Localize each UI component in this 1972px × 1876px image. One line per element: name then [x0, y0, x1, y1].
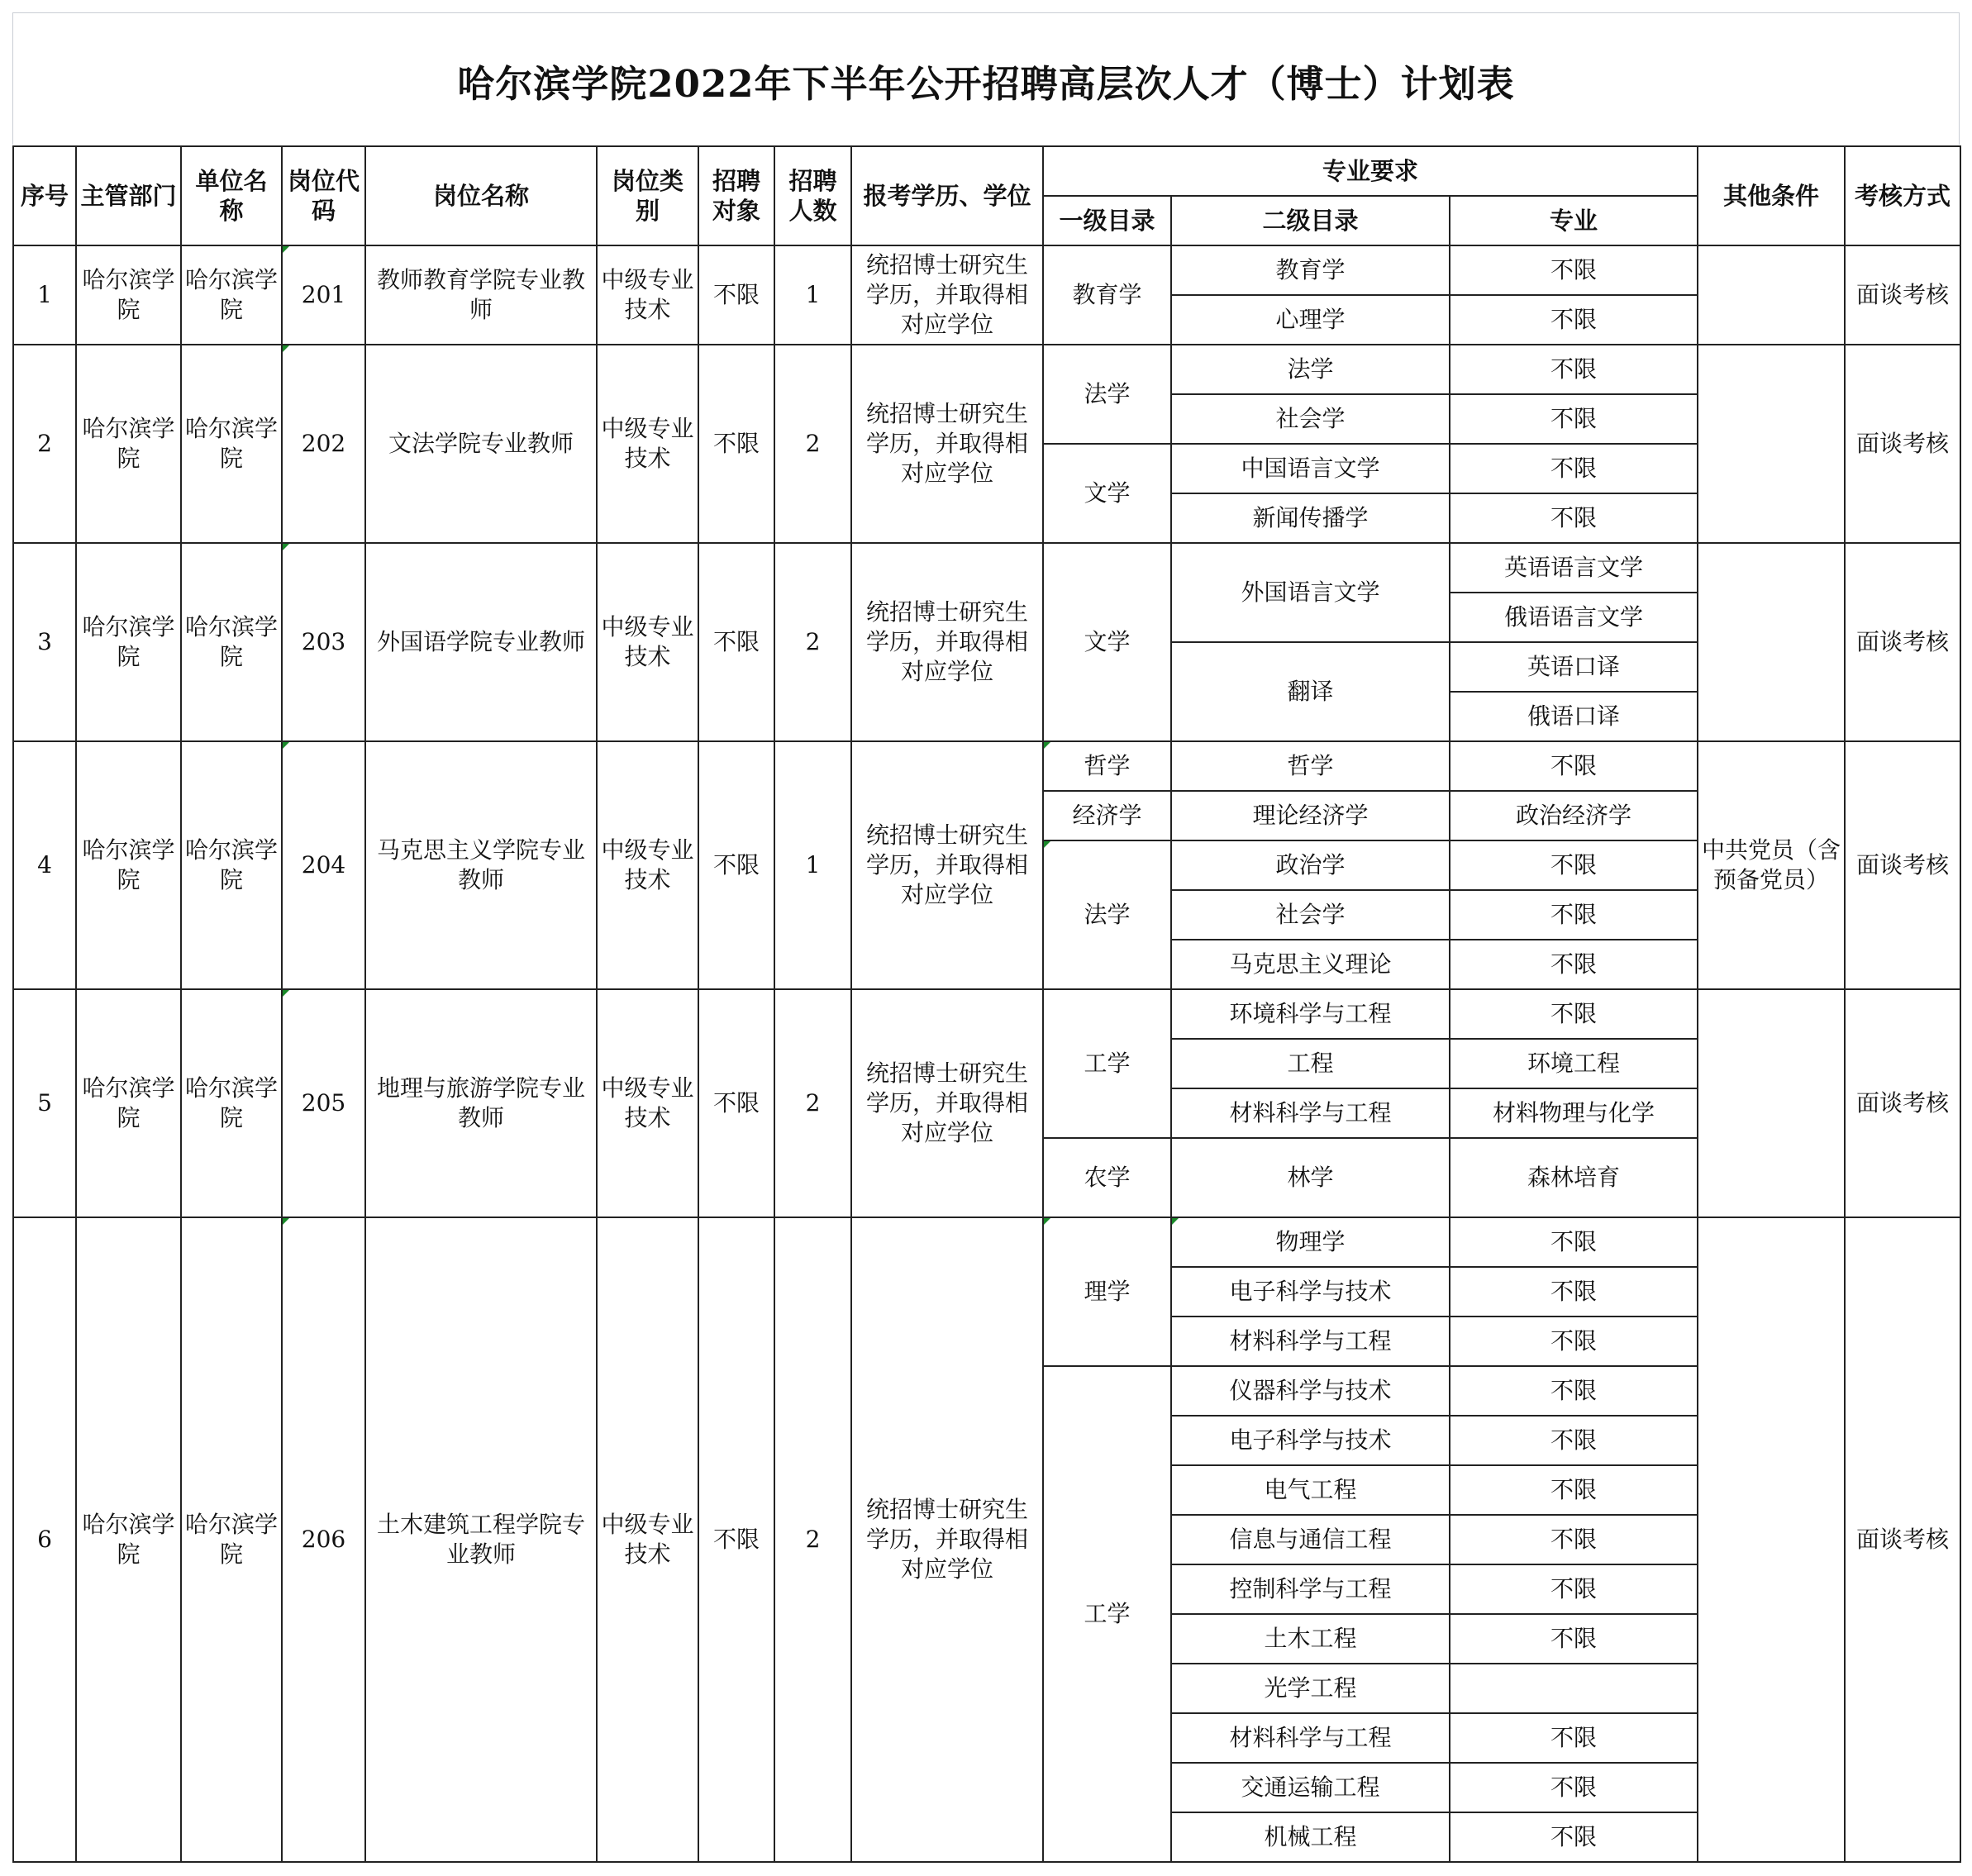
cell-level2: 电子科学与技术: [1171, 1267, 1450, 1317]
cell-level1: 法学: [1043, 840, 1171, 989]
cell-major: 不限: [1450, 1465, 1698, 1515]
cell-target: 不限: [698, 345, 774, 543]
cell-type: 中级专业技术: [597, 345, 698, 543]
cell-type: 中级专业技术: [597, 989, 698, 1217]
cell-code: 205: [282, 989, 365, 1217]
cell-post: 地理与旅游学院专业教师: [365, 989, 597, 1217]
header-edu: 报考学历、学位: [851, 146, 1043, 245]
cell-count: 1: [774, 245, 851, 345]
header-major-req: 专业要求: [1043, 146, 1698, 196]
header-other: 其他条件: [1698, 146, 1845, 245]
cell-level2: 理论经济学: [1171, 791, 1450, 840]
cell-assess: 面谈考核: [1845, 1217, 1960, 1862]
cell-count: 2: [774, 989, 851, 1217]
cell-post: 文法学院专业教师: [365, 345, 597, 543]
cell-target: 不限: [698, 245, 774, 345]
cell-target: 不限: [698, 741, 774, 989]
cell-major: 不限: [1450, 1416, 1698, 1465]
cell-level2: 交通运输工程: [1171, 1763, 1450, 1812]
cell-post: 土木建筑工程学院专业教师: [365, 1217, 597, 1862]
cell-major: [1450, 1664, 1698, 1713]
cell-level1: 教育学: [1043, 245, 1171, 345]
cell-major: 英语口译: [1450, 642, 1698, 692]
cell-level1: 理学: [1043, 1217, 1171, 1366]
cell-major: 不限: [1450, 394, 1698, 444]
cell-seq: 6: [13, 1217, 76, 1862]
cell-assess: 面谈考核: [1845, 989, 1960, 1217]
cell-other: [1698, 345, 1845, 543]
cell-other: [1698, 245, 1845, 345]
cell-major: 不限: [1450, 1317, 1698, 1366]
cell-dept: 哈尔滨学院: [76, 741, 181, 989]
header-level2: 二级目录: [1171, 196, 1450, 245]
cell-level1: 文学: [1043, 444, 1171, 543]
cell-assess: 面谈考核: [1845, 543, 1960, 741]
cell-level2: 物理学: [1171, 1217, 1450, 1267]
cell-major: 森林培育: [1450, 1138, 1698, 1217]
cell-level2: 光学工程: [1171, 1664, 1450, 1713]
cell-level2: 政治学: [1171, 840, 1450, 890]
cell-unit: 哈尔滨学院: [181, 741, 282, 989]
cell-level1: 工学: [1043, 1366, 1171, 1862]
cell-level1: 农学: [1043, 1138, 1171, 1217]
cell-level2: 材料科学与工程: [1171, 1713, 1450, 1763]
cell-unit: 哈尔滨学院: [181, 1217, 282, 1862]
cell-level2: 材料科学与工程: [1171, 1317, 1450, 1366]
cell-other: [1698, 1217, 1845, 1862]
cell-level2: 马克思主义理论: [1171, 940, 1450, 989]
cell-level2: 工程: [1171, 1039, 1450, 1088]
cell-count: 2: [774, 1217, 851, 1862]
header-code: 岗位代码: [282, 146, 365, 245]
cell-major: 不限: [1450, 295, 1698, 345]
cell-level2: 教育学: [1171, 245, 1450, 295]
cell-level2: 社会学: [1171, 394, 1450, 444]
cell-count: 1: [774, 741, 851, 989]
cell-level2: 仪器科学与技术: [1171, 1366, 1450, 1416]
cell-level2: 机械工程: [1171, 1812, 1450, 1862]
cell-edu: 统招博士研究生学历，并取得相对应学位: [851, 345, 1043, 543]
cell-level1: 哲学: [1043, 741, 1171, 791]
cell-code: 202: [282, 345, 365, 543]
cell-major: 俄语口译: [1450, 692, 1698, 741]
header-target: 招聘对象: [698, 146, 774, 245]
cell-major: 俄语语言文学: [1450, 593, 1698, 642]
header-level1: 一级目录: [1043, 196, 1171, 245]
cell-dept: 哈尔滨学院: [76, 543, 181, 741]
cell-seq: 5: [13, 989, 76, 1217]
cell-target: 不限: [698, 989, 774, 1217]
cell-count: 2: [774, 543, 851, 741]
recruitment-table: [12, 145, 1961, 1863]
cell-level1: 经济学: [1043, 791, 1171, 840]
cell-major: 不限: [1450, 444, 1698, 493]
cell-level2: 外国语言文学: [1171, 543, 1450, 642]
cell-target: 不限: [698, 543, 774, 741]
cell-major: 不限: [1450, 493, 1698, 543]
cell-post: 教师教育学院专业教师: [365, 245, 597, 345]
cell-level2: 土木工程: [1171, 1614, 1450, 1664]
cell-major: 不限: [1450, 1564, 1698, 1614]
cell-major: 不限: [1450, 1515, 1698, 1564]
cell-level2: 法学: [1171, 345, 1450, 394]
header-dept: 主管部门: [76, 146, 181, 245]
cell-post: 外国语学院专业教师: [365, 543, 597, 741]
cell-type: 中级专业技术: [597, 741, 698, 989]
header-post: 岗位名称: [365, 146, 597, 245]
cell-post: 马克思主义学院专业教师: [365, 741, 597, 989]
cell-level2: 控制科学与工程: [1171, 1564, 1450, 1614]
cell-seq: 1: [13, 245, 76, 345]
cell-major: 不限: [1450, 840, 1698, 890]
header-type: 岗位类别: [597, 146, 698, 245]
cell-dept: 哈尔滨学院: [76, 245, 181, 345]
cell-type: 中级专业技术: [597, 1217, 698, 1862]
cell-code: 204: [282, 741, 365, 989]
cell-edu: 统招博士研究生学历，并取得相对应学位: [851, 543, 1043, 741]
cell-unit: 哈尔滨学院: [181, 989, 282, 1217]
cell-major: 不限: [1450, 1217, 1698, 1267]
cell-level2: 新闻传播学: [1171, 493, 1450, 543]
cell-other: [1698, 543, 1845, 741]
cell-major: 不限: [1450, 989, 1698, 1039]
cell-seq: 3: [13, 543, 76, 741]
cell-dept: 哈尔滨学院: [76, 345, 181, 543]
cell-type: 中级专业技术: [597, 245, 698, 345]
cell-major: 不限: [1450, 245, 1698, 295]
cell-level2: 社会学: [1171, 890, 1450, 940]
cell-major: 不限: [1450, 1614, 1698, 1664]
cell-assess: 面谈考核: [1845, 345, 1960, 543]
cell-level1: 文学: [1043, 543, 1171, 741]
cell-code: 206: [282, 1217, 365, 1862]
header-seq: 序号: [13, 146, 76, 245]
cell-major: 不限: [1450, 890, 1698, 940]
cell-dept: 哈尔滨学院: [76, 1217, 181, 1862]
cell-level2: 材料科学与工程: [1171, 1088, 1450, 1138]
cell-level2: 信息与通信工程: [1171, 1515, 1450, 1564]
cell-major: 不限: [1450, 1713, 1698, 1763]
header-major: 专业: [1450, 196, 1698, 245]
cell-level2: 电子科学与技术: [1171, 1416, 1450, 1465]
cell-major: 不限: [1450, 1267, 1698, 1317]
cell-other: [1698, 989, 1845, 1217]
cell-seq: 2: [13, 345, 76, 543]
cell-edu: 统招博士研究生学历，并取得相对应学位: [851, 741, 1043, 989]
cell-unit: 哈尔滨学院: [181, 245, 282, 345]
cell-major: 不限: [1450, 1366, 1698, 1416]
cell-major: 不限: [1450, 741, 1698, 791]
cell-count: 2: [774, 345, 851, 543]
cell-edu: 统招博士研究生学历，并取得相对应学位: [851, 989, 1043, 1217]
cell-major: 材料物理与化学: [1450, 1088, 1698, 1138]
cell-level2: 中国语言文学: [1171, 444, 1450, 493]
page-title: 哈尔滨学院2022年下半年公开招聘高层次人才（博士）计划表: [457, 62, 1515, 106]
cell-major: 不限: [1450, 345, 1698, 394]
cell-level2: 电气工程: [1171, 1465, 1450, 1515]
cell-edu: 统招博士研究生学历，并取得相对应学位: [851, 245, 1043, 345]
cell-assess: 面谈考核: [1845, 741, 1960, 989]
cell-level1: 工学: [1043, 989, 1171, 1138]
cell-unit: 哈尔滨学院: [181, 543, 282, 741]
cell-level1: 法学: [1043, 345, 1171, 444]
cell-major: 不限: [1450, 1763, 1698, 1812]
cell-edu: 统招博士研究生学历，并取得相对应学位: [851, 1217, 1043, 1862]
cell-assess: 面谈考核: [1845, 245, 1960, 345]
cell-major: 英语语言文学: [1450, 543, 1698, 593]
cell-seq: 4: [13, 741, 76, 989]
cell-code: 201: [282, 245, 365, 345]
cell-type: 中级专业技术: [597, 543, 698, 741]
cell-level2: 林学: [1171, 1138, 1450, 1217]
header-count: 招聘人数: [774, 146, 851, 245]
cell-level2: 心理学: [1171, 295, 1450, 345]
cell-level2: 环境科学与工程: [1171, 989, 1450, 1039]
cell-level2: 翻译: [1171, 642, 1450, 741]
cell-dept: 哈尔滨学院: [76, 989, 181, 1217]
cell-major: 环境工程: [1450, 1039, 1698, 1088]
cell-level2: 哲学: [1171, 741, 1450, 791]
cell-major: 政治经济学: [1450, 791, 1698, 840]
cell-other: 中共党员（含预备党员）: [1698, 741, 1845, 989]
cell-target: 不限: [698, 1217, 774, 1862]
cell-major: 不限: [1450, 1812, 1698, 1862]
header-unit: 单位名称: [181, 146, 282, 245]
cell-code: 203: [282, 543, 365, 741]
header-assess: 考核方式: [1845, 146, 1960, 245]
cell-unit: 哈尔滨学院: [181, 345, 282, 543]
cell-major: 不限: [1450, 940, 1698, 989]
